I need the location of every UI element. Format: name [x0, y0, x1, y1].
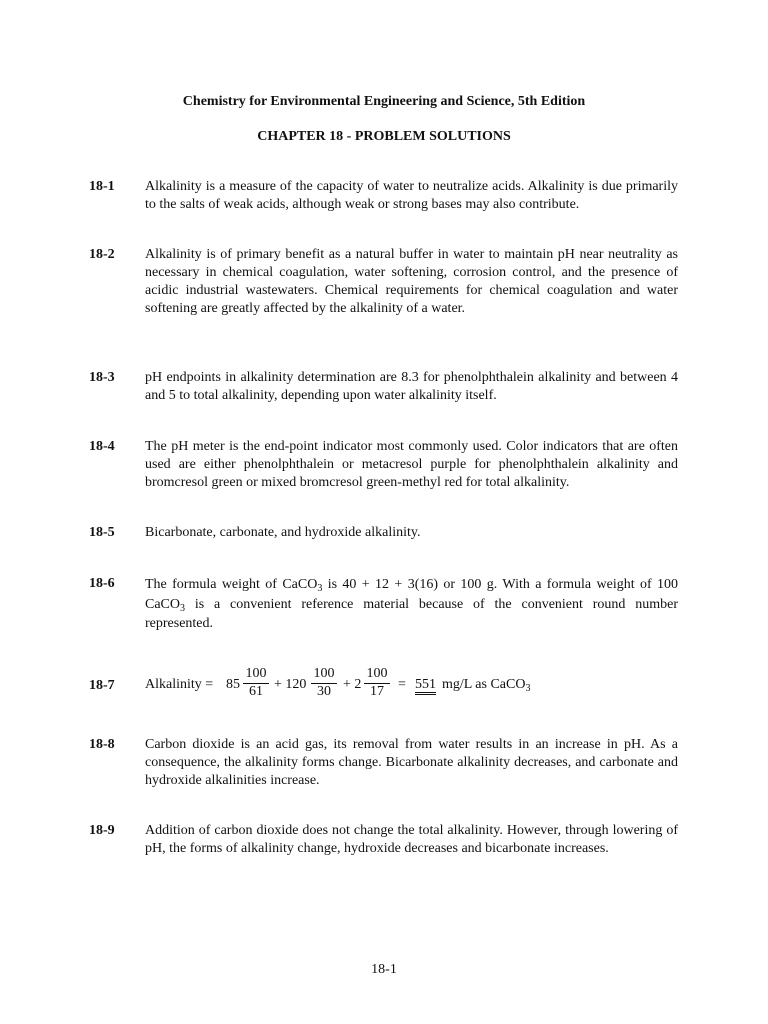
subscript: 3 — [180, 602, 185, 614]
problem-number: 18-1 — [89, 179, 115, 194]
chapter-title: CHAPTER 18 - PROBLEM SOLUTIONS — [257, 129, 511, 144]
equation-lhs: Alkalinity = — [145, 677, 214, 692]
subscript: 3 — [317, 583, 323, 594]
result-unit — [442, 677, 530, 693]
denominator: 61 — [249, 684, 263, 699]
problem-number: 18-8 — [89, 737, 115, 752]
denominator: 30 — [317, 684, 331, 699]
numerator: 100 — [313, 666, 335, 681]
problem-text: Bicarbonate, carbonate, and hydroxide alkalinity. — [145, 525, 421, 540]
fraction — [311, 666, 337, 702]
alkalinity-equation — [0, 666, 768, 706]
coefficient: + 120 — [274, 677, 307, 692]
text-part: is 40 + 12 + 3(16) or 100 g. With a formula weight of 100 CaCO — [145, 577, 678, 612]
fraction — [243, 666, 269, 702]
numerator: 100 — [245, 666, 267, 681]
problem-number: 18-5 — [89, 525, 115, 540]
result-value: 551 — [415, 678, 436, 695]
denominator: 17 — [370, 684, 384, 699]
problem-text: Carbon dioxide is an acid gas, its removal from water results in an increase in pH. As a consequence, the alkalinity forms change. Bicarbonate alkalinity decreases, and carbonate and hydroxide alkalinities increase. — [145, 737, 678, 788]
problem-number: 18-6 — [89, 576, 115, 591]
text-part: The formula weight of CaCO — [145, 577, 318, 592]
problem-text: pH endpoints in alkalinity determination are 8.3 for phenolphthalein alkalinity and between 4 and 5 to total alkalinity, depending upon water alkalinity itself. — [145, 370, 678, 403]
problem-text: The pH meter is the end-point indicator most commonly used. Color indicators that are often used are either phenolphthalein or metacresol purple for phenolphthalein alkalinity and bromcresol green or mixed bromcresol green-methyl red for total alkalinity. — [145, 439, 678, 490]
subscript: 3 — [525, 683, 531, 694]
problem-number: 18-4 — [89, 439, 115, 454]
problem-text: Addition of carbon dioxide does not change the total alkalinity. However, through lowering of pH, the forms of alkalinity change, hydroxide decreases and bicarbonate increases. — [145, 823, 678, 856]
problem-text: Alkalinity is a measure of the capacity of water to neutralize acids. Alkalinity is due primarily to the salts of weak acids, although weak or strong bases may also contribute. — [145, 179, 678, 212]
coefficient: 85 — [226, 677, 240, 692]
text-part: is a convenient reference material because of the convenient round number represented. — [145, 596, 678, 631]
equals-sign: = — [398, 677, 406, 692]
problem-number: 18-9 — [89, 823, 115, 838]
coefficient: + 2 — [343, 677, 362, 692]
problem-number: 18-7 — [89, 678, 115, 693]
numerator: 100 — [366, 666, 388, 681]
problem-text: Alkalinity is of primary benefit as a natural buffer in water to maintain pH near neutrality as necessary in chemical coagulation, water softening, corrosion control, and the presence of acidic industrial wastewaters. Chemical requirements for chemical coagulation and water softening are greatly affected by the alkalinity of a water. — [145, 247, 678, 316]
problem-number: 18-3 — [89, 370, 115, 385]
page-number: 18-1 — [371, 962, 397, 977]
problem-text — [145, 575, 678, 634]
fraction — [364, 666, 390, 702]
unit-text: mg/L as CaCO — [442, 677, 526, 692]
problem-number: 18-2 — [89, 247, 115, 262]
book-title: Chemistry for Environmental Engineering and Science, 5th Edition — [182, 94, 586, 109]
